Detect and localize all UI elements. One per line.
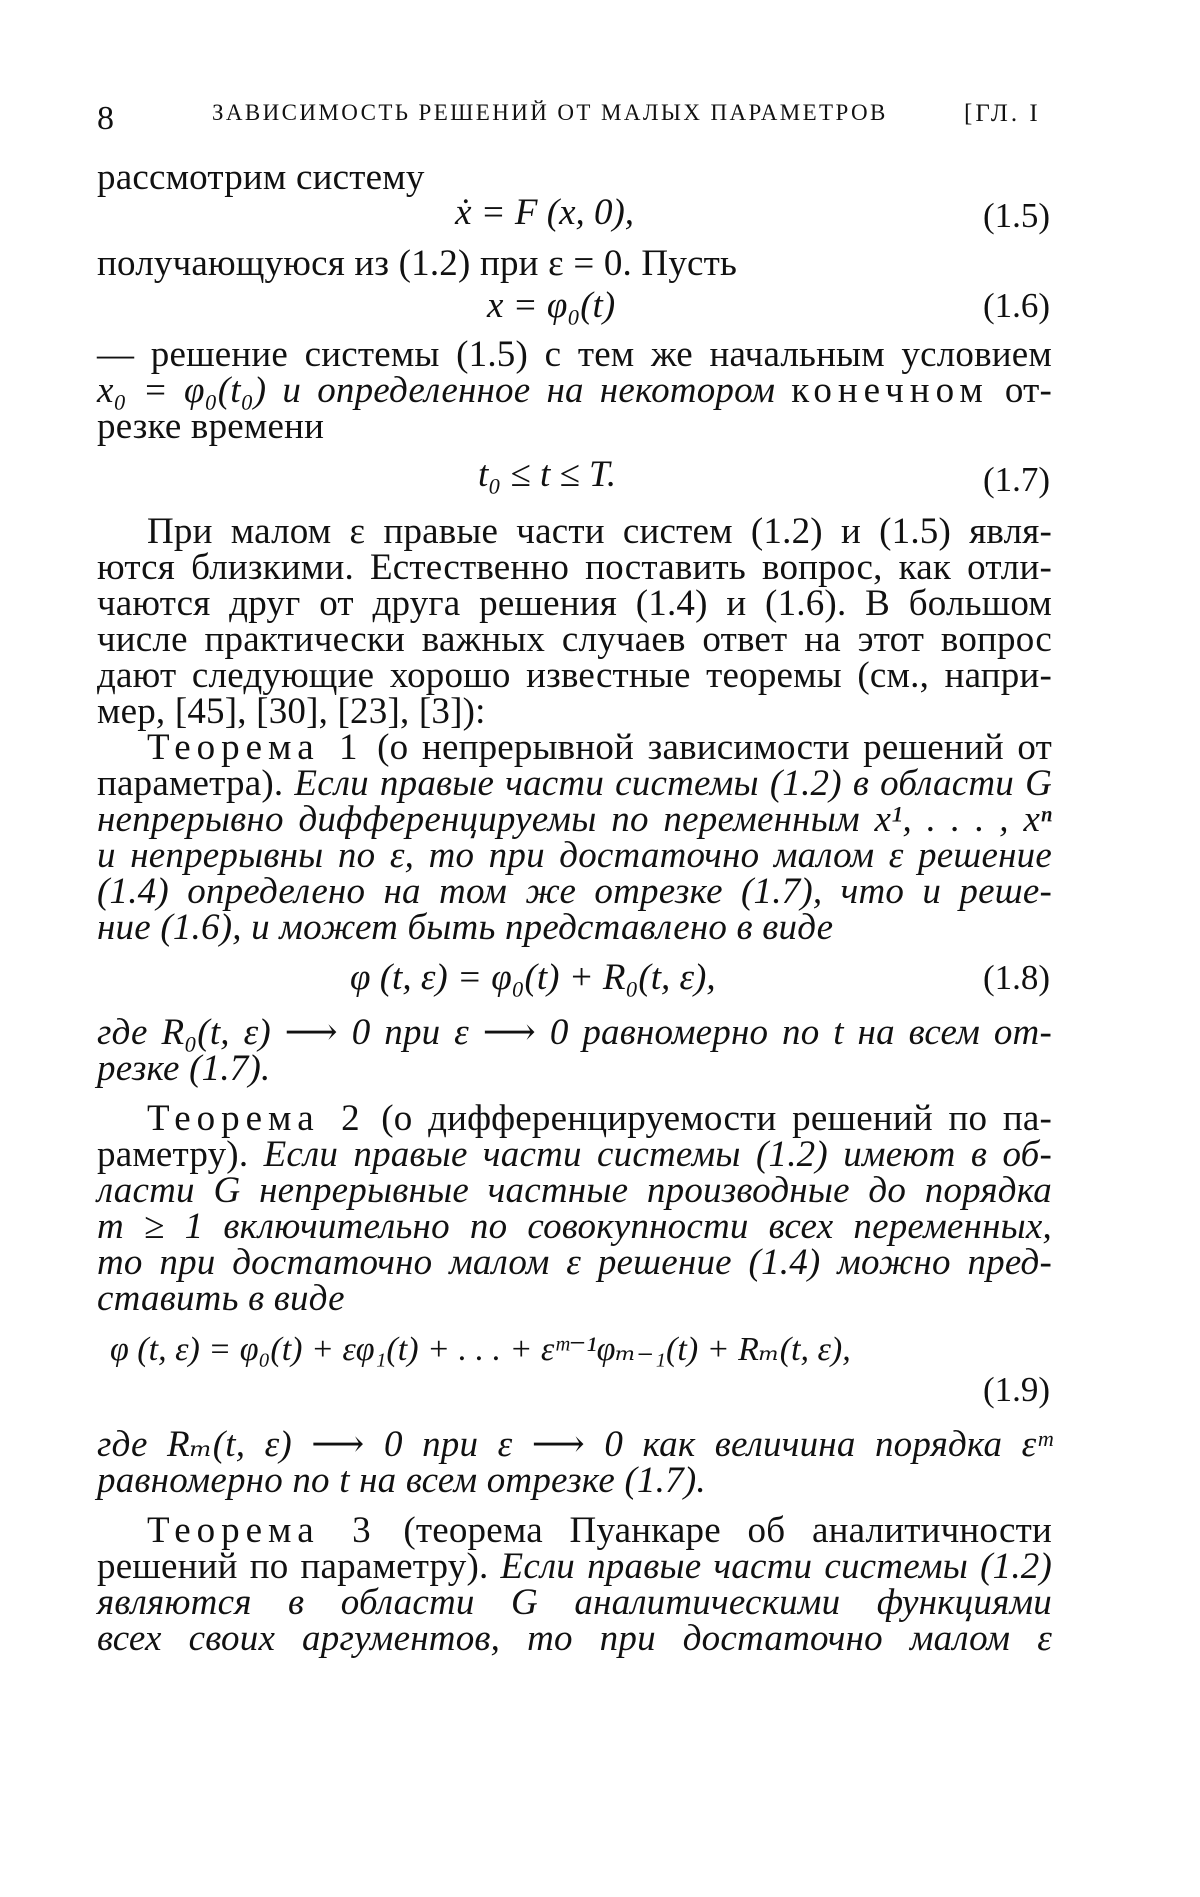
theorem-statement: Если правые части системы (1.2) bbox=[500, 1546, 1052, 1587]
theorem-1-line bbox=[97, 764, 1052, 804]
theorem-3-line: являются в области G аналитическими функциями bbox=[97, 1582, 1052, 1623]
equation-1-5: ẋ = F (x, 0), bbox=[455, 192, 635, 233]
text-line: чаются друг от друга решения (1.4) и (1.6). В большом bbox=[97, 583, 1052, 624]
theorem-1-line: резке (1.7). bbox=[97, 1048, 271, 1089]
theorem-2-line: где Rₘ(t, ε) ⟶ 0 при ε ⟶ 0 как величина порядка εᵐ bbox=[97, 1424, 1052, 1465]
equation-number: (1.8) bbox=[982, 958, 1050, 997]
theorem-2-line bbox=[147, 1099, 1052, 1139]
theorem-3-line bbox=[147, 1511, 1052, 1551]
text-line: — решение системы (1.5) с тем же начальным условием bbox=[97, 334, 1052, 375]
text-line: числе практически важных случаев ответ на этот вопрос bbox=[97, 619, 1052, 660]
text-fragment: раметру). bbox=[97, 1134, 264, 1175]
chapter-marker: [ГЛ. I bbox=[964, 100, 1041, 127]
text-line: мер, [45], [30], [23], [3]): bbox=[97, 691, 486, 732]
theorem-statement: Если правые части системы (1.2) имеют в об- bbox=[263, 1134, 1052, 1175]
text-fragment: (о непрерывной зависимости решений от bbox=[363, 727, 1053, 768]
equation-1-9: φ (t, ε) = φ₀(t) + εφ₁(t) + . . . + εᵐ⁻¹φₘ₋₁(t) + Rₘ(t, ε), bbox=[110, 1331, 851, 1368]
inline-formula: x₀ = φ₀(t₀) и определенное на некотором bbox=[97, 370, 792, 411]
theorem-2-line: то при достаточно малом ε решение (1.4) можно пред- bbox=[97, 1242, 1052, 1283]
theorem-3-heading: Теорема 3 bbox=[147, 1510, 377, 1551]
theorem-2-line: ласти G непрерывные частные производные до порядка bbox=[97, 1170, 1052, 1211]
theorem-1-line: непрерывно дифференцируемы по переменным x¹, . . . , xⁿ bbox=[97, 799, 1052, 840]
text-fragment: (теорема Пуанкаре об аналитичности bbox=[376, 1510, 1053, 1551]
text-line: ются близкими. Естественно поставить вопрос, как отли- bbox=[97, 547, 1052, 588]
theorem-1-line bbox=[147, 728, 1052, 768]
theorem-1-line: где R₀(t, ε) ⟶ 0 при ε ⟶ 0 равномерно по t на всем от- bbox=[97, 1012, 1052, 1053]
equation-1-8: φ (t, ε) = φ₀(t) + R₀(t, ε), bbox=[350, 957, 716, 998]
equation-1-6: x = φ₀(t) bbox=[487, 285, 616, 326]
theorem-1-line: и непрерывны по ε, то при достаточно малом ε решение bbox=[97, 835, 1052, 876]
text-line bbox=[97, 371, 1052, 411]
page-number: 8 bbox=[97, 100, 114, 137]
spaced-word: конечном bbox=[791, 370, 989, 411]
theorem-1-line: (1.4) определено на том же отрезке (1.7), что и реше- bbox=[97, 871, 1052, 912]
text-line: рассмотрим систему bbox=[97, 157, 425, 198]
equation-number: (1.9) bbox=[982, 1370, 1050, 1409]
text-line: При малом ε правые части систем (1.2) и (1.5) явля- bbox=[147, 511, 1052, 552]
text-fragment: решений по параметру). bbox=[97, 1546, 501, 1587]
theorem-2-line: равномерно по t на всем отрезке (1.7). bbox=[97, 1460, 706, 1501]
theorem-2-line bbox=[97, 1135, 1052, 1175]
theorem-2-heading: Теорема 2 bbox=[147, 1098, 366, 1139]
theorem-3-line bbox=[97, 1547, 1052, 1587]
text-fragment: (о дифференцируемости решений по па- bbox=[365, 1098, 1052, 1139]
theorem-2-line: ставить в виде bbox=[97, 1278, 345, 1319]
theorem-3-line: всех своих аргументов, то при достаточно малом ε bbox=[97, 1618, 1052, 1659]
theorem-1-heading: Теорема 1 bbox=[147, 727, 364, 768]
theorem-1-line: ние (1.6), и может быть представлено в виде bbox=[97, 907, 834, 948]
theorem-2-line: m ≥ 1 включительно по совокупности всех переменных, bbox=[97, 1206, 1052, 1247]
equation-number: (1.5) bbox=[982, 196, 1050, 235]
text-line: резке времени bbox=[97, 406, 325, 447]
text-fragment: параметра). bbox=[97, 763, 295, 804]
theorem-statement: Если правые части системы (1.2) в области G bbox=[294, 763, 1052, 804]
text-line: получающуюся из (1.2) при ε = 0. Пусть bbox=[97, 243, 738, 284]
equation-number: (1.6) bbox=[982, 286, 1050, 325]
running-title: ЗАВИСИМОСТЬ РЕШЕНИЙ ОТ МАЛЫХ ПАРАМЕТРОВ bbox=[212, 100, 888, 125]
text-line: дают следующие хорошо известные теоремы (см., напри- bbox=[97, 655, 1052, 696]
text-fragment: от- bbox=[988, 370, 1052, 411]
equation-number: (1.7) bbox=[982, 460, 1050, 499]
equation-1-7: t₀ ≤ t ≤ T. bbox=[478, 454, 617, 495]
